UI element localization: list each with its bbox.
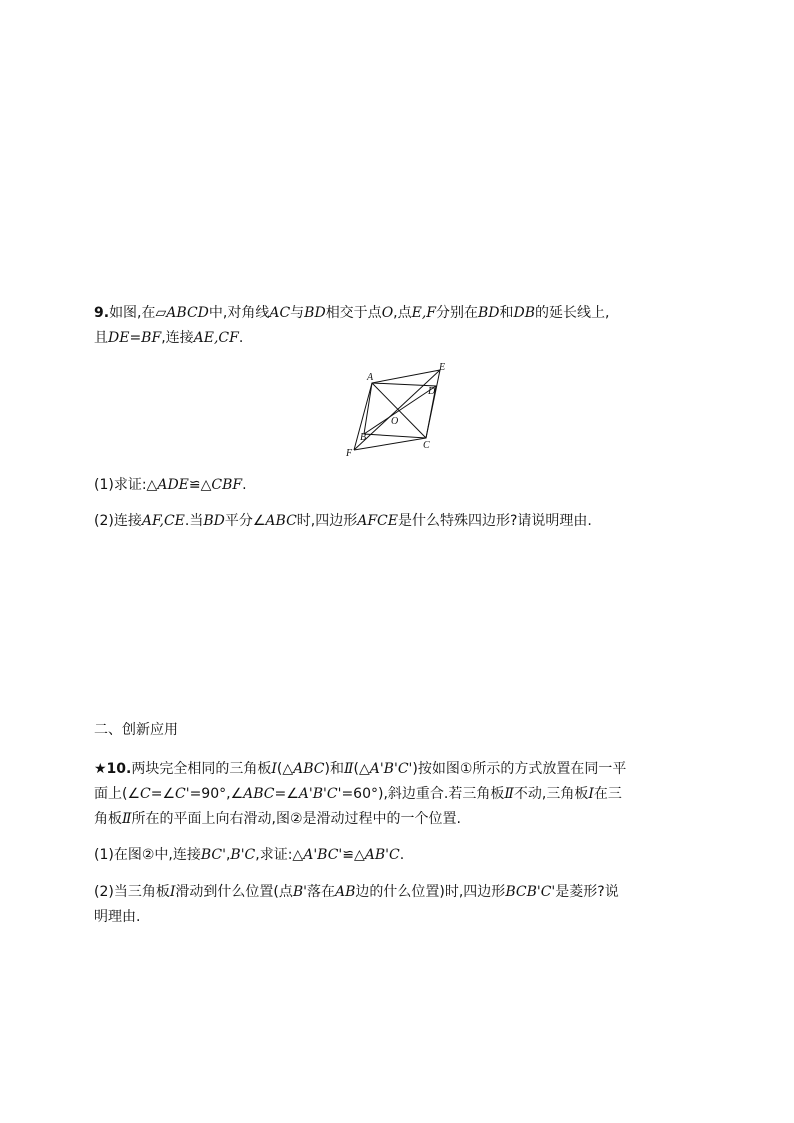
- q10-number: ★10.: [94, 761, 132, 777]
- segment-bd: [364, 386, 436, 434]
- label-c: C: [423, 440, 430, 451]
- q9-parallelogram-figure: [336, 360, 466, 460]
- q10-line1: ★10.两块完全相同的三角板Ⅰ(△ABC)和Ⅱ(△A'B'C')按如图①所示的方式放置在同一平: [94, 761, 627, 777]
- label-d: D: [428, 386, 436, 397]
- q10-part1: (1)在图②中,连接BC',B'C,求证:△A'BC'≌△AB'C.: [94, 847, 405, 863]
- segment-ce: [426, 370, 440, 438]
- q9-part2: (2)连接AF,CE.当BD平分∠ABC时,四边形AFCE是什么特殊四边形?请说明理由.: [94, 513, 592, 529]
- label-f: F: [346, 448, 353, 459]
- q9-line1: 9.如图,在▱ABCD中,对角线AC与BD相交于点O,点E,F分别在BD和DB的延长线上,: [94, 305, 610, 321]
- label-b: B: [360, 432, 367, 443]
- q10-line3: 角板Ⅱ所在的平面上向右滑动,图②是滑动过程中的一个位置.: [94, 811, 461, 827]
- q10-part2-line2: 明理由.: [94, 909, 141, 925]
- segment-ae: [372, 370, 440, 383]
- q10-part2: (2)当三角板Ⅰ滑动到什么位置(点B'落在AB边的什么位置)时,四边形BCB'C'是菱形?说: [94, 884, 619, 900]
- label-e: E: [439, 362, 446, 373]
- section-title: 二、创新应用: [94, 722, 178, 738]
- q9-line2: 且DE=BF,连接AE,CF.: [94, 330, 244, 346]
- label-o: O: [391, 416, 399, 427]
- q9-part1: (1)求证:△ADE≌△CBF.: [94, 477, 247, 493]
- q9-number: 9.: [94, 305, 110, 321]
- label-a: A: [367, 372, 374, 383]
- q10-line2: 面上(∠C=∠C'=90°,∠ABC=∠A'B'C'=60°),斜边重合.若三角板Ⅱ不动,三角板Ⅰ在三: [94, 786, 622, 802]
